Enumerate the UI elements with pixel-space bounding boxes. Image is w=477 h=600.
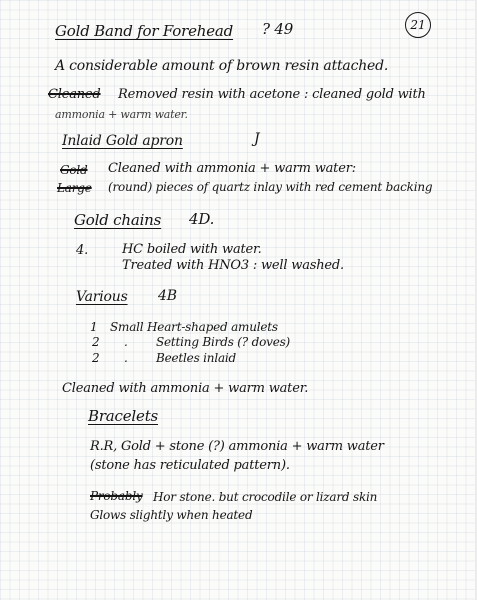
- note-line: Cleaned with ammonia + warm water.: [62, 381, 309, 396]
- note-line: Treated with HNO3 : well washed.: [122, 258, 344, 273]
- gold-band-ref: ? 49: [262, 20, 294, 38]
- list-item-text: Setting Birds (? doves): [156, 335, 291, 349]
- note-line: ammonia + warm water.: [55, 108, 188, 121]
- page-number-circle: [405, 12, 431, 38]
- ditto-mark: .: [124, 335, 128, 349]
- note-line: Cleaned with ammonia + warm water:: [108, 161, 356, 176]
- section-heading-various: Various: [76, 289, 128, 305]
- section-heading-gold-band: Gold Band for Forehead: [55, 22, 234, 40]
- note-line: HC boiled with water.: [122, 242, 262, 257]
- note-line: Glows slightly when heated: [90, 508, 253, 522]
- various-ref: 4B: [158, 288, 177, 304]
- struck-word: Large: [57, 181, 92, 195]
- struck-word: Gold: [60, 163, 88, 177]
- note-line: Removed resin with acetone : cleaned gold with: [118, 87, 426, 102]
- note-line: (stone has reticulated pattern).: [90, 458, 290, 473]
- note-line: R.R, Gold + stone (?) ammonia + warm water: [90, 439, 384, 454]
- list-item-number: 2: [92, 351, 100, 365]
- list-item-text: Beetles inlaid: [156, 351, 237, 365]
- gold-chains-ref: 4D.: [189, 210, 215, 228]
- note-line: A considerable amount of brown resin attached.: [55, 58, 389, 74]
- page-number: 21: [410, 18, 426, 32]
- list-item-text: Small Heart-shaped amulets: [110, 320, 278, 334]
- list-item-number: 2: [92, 335, 100, 349]
- note-line: (round) pieces of quartz inlay with red cement backing: [108, 180, 433, 194]
- section-heading-inlaid-apron: Inlaid Gold apron: [62, 133, 183, 149]
- list-item-number: 1: [90, 320, 98, 334]
- inlaid-apron-ref: J: [254, 131, 260, 147]
- struck-word: Probably: [90, 489, 143, 503]
- item-number: 4.: [76, 243, 89, 258]
- ditto-mark: .: [124, 351, 128, 365]
- struck-word: Cleaned: [48, 87, 101, 102]
- section-heading-gold-chains: Gold chains: [74, 211, 162, 229]
- section-heading-bracelets: Bracelets: [88, 407, 159, 425]
- note-line: Hor stone. but crocodile or lizard skin: [153, 490, 378, 504]
